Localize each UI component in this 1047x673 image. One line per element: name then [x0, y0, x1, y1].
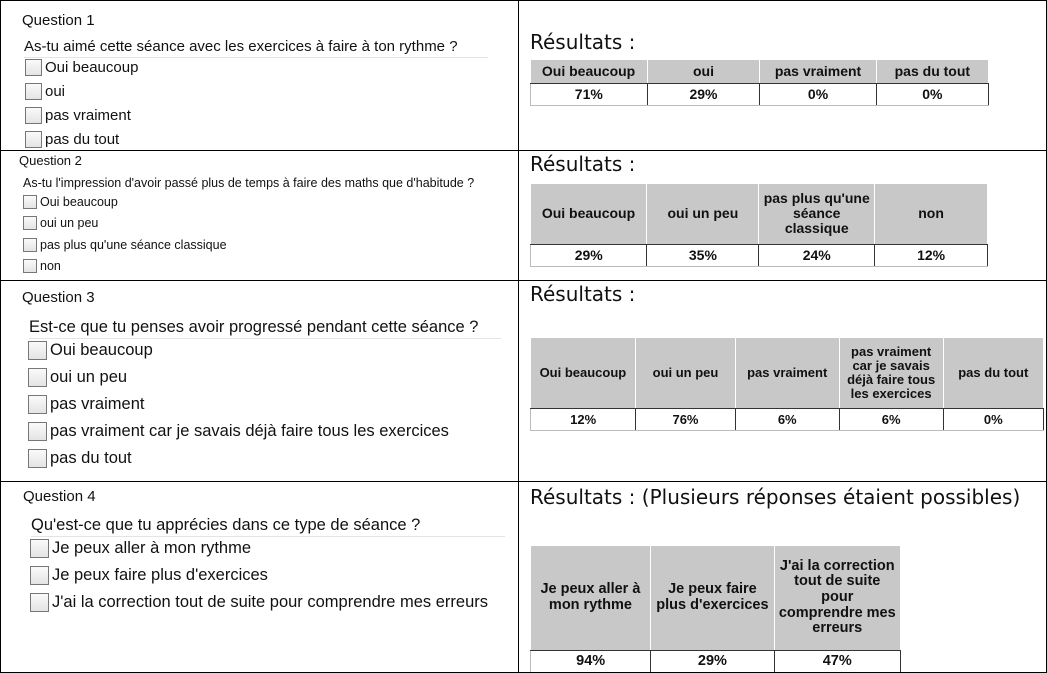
option-label: pas du tout [45, 131, 120, 148]
table-header: J'ai la correction tout de suite pour comprendre mes erreurs [774, 546, 900, 650]
option-checkbox[interactable] [25, 131, 119, 148]
table-cell: 24% [759, 244, 875, 266]
table-header: pas du tout [876, 60, 988, 83]
table-header: oui [647, 60, 760, 83]
results-title: Résultats : [530, 30, 636, 54]
checkbox-icon[interactable] [28, 449, 47, 468]
question-title: Question 2 [19, 153, 82, 168]
option-checkbox[interactable] [23, 216, 98, 230]
question-text: As-tu aimé cette séance avec les exercices à faire à ton rythme ? [24, 38, 488, 58]
table-header: pas vraiment [760, 60, 876, 83]
table-header: pas plus qu'une séance classique [759, 184, 875, 244]
checkbox-icon[interactable] [23, 238, 37, 252]
checkbox-icon[interactable] [23, 216, 37, 230]
question-2-cell [0, 150, 519, 281]
option-label: pas vraiment car je savais déjà faire tous les exercices [50, 422, 449, 440]
option-checkbox[interactable] [23, 238, 227, 252]
table-cell: 6% [735, 408, 839, 430]
question-title: Question 4 [23, 488, 96, 505]
table-header: Oui beaucoup [531, 60, 648, 83]
option-checkbox[interactable] [30, 566, 268, 585]
results-1-cell [518, 0, 1047, 151]
question-title: Question 1 [22, 12, 95, 29]
table-cell: 47% [774, 650, 900, 672]
option-label: Oui beaucoup [40, 195, 118, 209]
results-title: Résultats : [530, 152, 636, 176]
option-label: non [40, 259, 61, 273]
checkbox-icon[interactable] [25, 59, 42, 76]
checkbox-icon[interactable] [28, 341, 47, 360]
question-text: Est-ce que tu penses avoir progressé pendant cette séance ? [29, 318, 501, 339]
table-header: Je peux faire plus d'exercices [651, 546, 774, 650]
option-checkbox[interactable] [30, 539, 251, 558]
table-header: oui un peu [636, 338, 735, 408]
option-checkbox[interactable] [28, 368, 127, 387]
table-cell: 6% [839, 408, 943, 430]
option-checkbox[interactable] [25, 107, 131, 124]
option-label: pas du tout [50, 449, 132, 467]
table-cell: 29% [651, 650, 774, 672]
option-label: Oui beaucoup [50, 341, 153, 359]
option-label: Oui beaucoup [45, 59, 139, 76]
option-label: Je peux faire plus d'exercices [52, 566, 268, 584]
checkbox-icon[interactable] [30, 566, 49, 585]
option-checkbox[interactable] [23, 259, 61, 273]
question-title: Question 3 [22, 289, 95, 306]
question-1-cell [0, 0, 519, 151]
results-table [530, 184, 988, 267]
table-cell: 71% [531, 83, 648, 105]
option-label: oui un peu [40, 216, 99, 230]
table-header: pas vraiment car je savais déjà faire tous les exercices [839, 338, 943, 408]
table-cell: 35% [647, 244, 759, 266]
question-text: Qu'est-ce que tu apprécies dans ce type de séance ? [31, 516, 505, 537]
table-cell: 29% [531, 244, 647, 266]
option-label: oui un peu [50, 368, 128, 386]
question-text: As-tu l'impression d'avoir passé plus de temps à faire des maths que d'habitude ? [23, 176, 475, 190]
question-3-cell [0, 280, 519, 482]
results-title: Résultats : (Plusieurs réponses étaient possibles) [530, 485, 1021, 509]
checkbox-icon[interactable] [30, 593, 49, 612]
results-table [530, 338, 1044, 431]
checkbox-icon[interactable] [30, 539, 49, 558]
option-label: pas plus qu'une séance classique [40, 238, 227, 252]
option-label: Je peux aller à mon rythme [52, 539, 252, 557]
results-2-cell [518, 150, 1047, 281]
checkbox-icon[interactable] [28, 422, 47, 441]
option-checkbox[interactable] [28, 422, 449, 441]
table-cell: 12% [875, 244, 988, 266]
results-3-cell [518, 280, 1047, 482]
table-header: Je peux aller à mon rythme [531, 546, 651, 650]
table-header: pas vraiment [735, 338, 839, 408]
table-cell: 94% [531, 650, 651, 672]
option-label: J'ai la correction tout de suite pour comprendre mes erreurs [52, 593, 489, 611]
option-checkbox[interactable] [25, 83, 65, 100]
results-table [530, 60, 989, 106]
checkbox-icon[interactable] [28, 395, 47, 414]
question-4-cell [0, 481, 519, 673]
option-label: pas vraiment [50, 395, 145, 413]
checkbox-icon[interactable] [25, 131, 42, 148]
results-table [530, 546, 901, 673]
option-checkbox[interactable] [28, 395, 144, 414]
option-checkbox[interactable] [23, 195, 118, 209]
checkbox-icon[interactable] [23, 195, 37, 209]
checkbox-icon[interactable] [23, 259, 37, 273]
table-cell: 0% [760, 83, 876, 105]
table-cell: 29% [647, 83, 760, 105]
table-header: pas du tout [943, 338, 1043, 408]
table-cell: 12% [531, 408, 636, 430]
option-checkbox[interactable] [30, 593, 488, 612]
results-title: Résultats : [530, 282, 636, 306]
results-4-cell [518, 481, 1047, 673]
table-header: Oui beaucoup [531, 338, 636, 408]
checkbox-icon[interactable] [25, 107, 42, 124]
table-header: non [875, 184, 988, 244]
table-cell: 0% [876, 83, 988, 105]
option-checkbox[interactable] [28, 341, 153, 360]
option-label: pas vraiment [45, 107, 131, 124]
option-label: oui [45, 83, 66, 100]
option-checkbox[interactable] [25, 59, 138, 76]
table-cell: 76% [636, 408, 735, 430]
table-header: oui un peu [647, 184, 759, 244]
table-header: Oui beaucoup [531, 184, 647, 244]
checkbox-icon[interactable] [25, 83, 42, 100]
option-checkbox[interactable] [28, 449, 132, 468]
table-cell: 0% [943, 408, 1043, 430]
checkbox-icon[interactable] [28, 368, 47, 387]
